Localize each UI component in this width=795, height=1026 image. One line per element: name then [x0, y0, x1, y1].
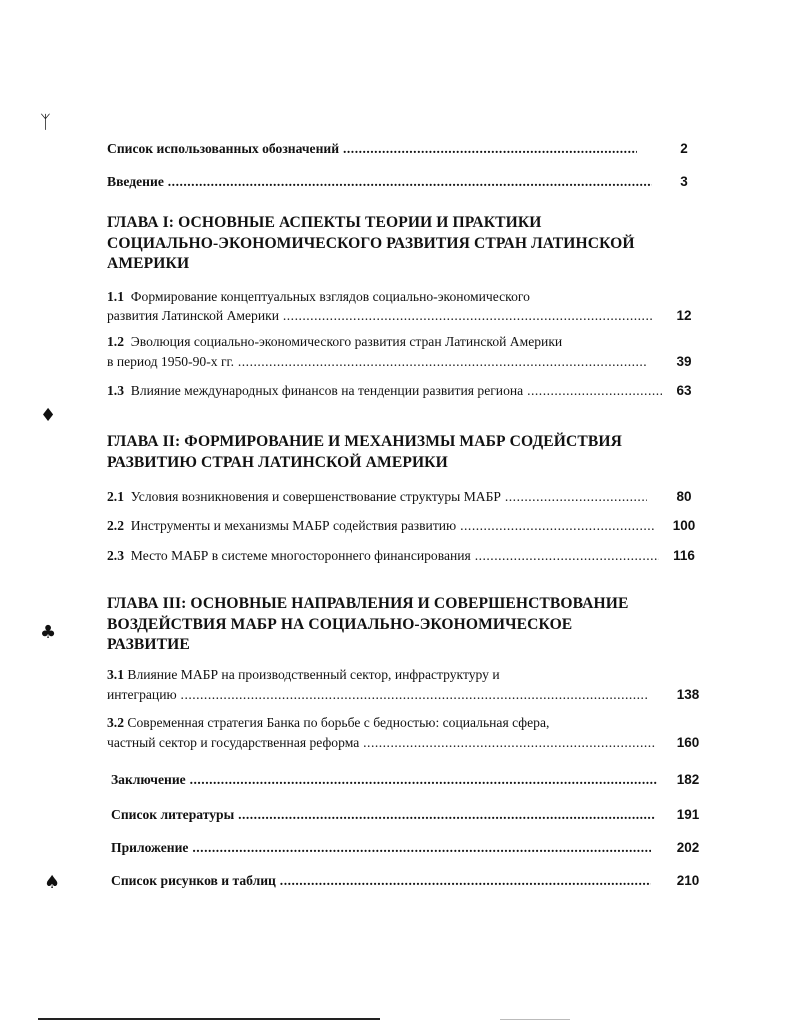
page-number: 12: [676, 308, 692, 323]
section-number: 3.1: [107, 667, 124, 682]
toc-entry-appendix[interactable]: [111, 839, 651, 857]
toc-entry-figures[interactable]: [111, 872, 651, 890]
entry-label: Место МАБР в системе многостороннего финансирования: [130, 548, 471, 563]
entry-label: интеграцию: [107, 687, 177, 702]
page-number: 80: [676, 489, 692, 504]
entry-label: Список литературы: [111, 807, 235, 822]
chapter-title-line: АМЕРИКИ: [107, 255, 190, 272]
scan-mark-4: ♠: [44, 872, 61, 893]
entry-label: Приложение: [111, 840, 189, 855]
scan-mark-3: ♣: [40, 622, 57, 643]
toc-entry-1-3[interactable]: [107, 382, 662, 400]
section-number: 2.1: [107, 489, 124, 504]
chapter-title-line: ВОЗДЕЙСТВИЯ МАБР НА СОЦИАЛЬНО-ЭКОНОМИЧЕСКОЕ: [107, 615, 573, 633]
entry-label: Эволюция социально-экономического развития стран Латинской Америки: [130, 334, 563, 349]
chapter-3-title[interactable]: [107, 594, 687, 656]
page-number: 210: [676, 873, 700, 888]
entry-label: частный сектор и государственная реформа: [107, 735, 360, 750]
scan-mark-2: ♦: [40, 405, 57, 426]
entry-label: Список использованных обозначений: [107, 141, 340, 156]
chapter-title-line: ГЛАВА III: ОСНОВНЫЕ НАПРАВЛЕНИЯ И СОВЕРШЕНСТВОВАНИЕ: [107, 595, 629, 612]
entry-label: развития Латинской Америки: [107, 308, 279, 323]
footer-rule-faint: [500, 1019, 570, 1020]
entry-label: в период 1950-90-х гг.: [107, 354, 234, 369]
entry-label: Инструменты и механизмы МАБР содействия развитию: [130, 518, 457, 533]
entry-label: Современная стратегия Банка по борьбе с бедностью: социальная сфера,: [127, 715, 550, 730]
toc-entry-introduction[interactable]: [107, 173, 652, 191]
toc-entry-conclusion[interactable]: [111, 771, 657, 789]
toc-entry-abbreviations[interactable]: [107, 140, 637, 158]
entry-label: Влияние международных финансов на тенденции развития региона: [130, 383, 524, 398]
entry-label: Список рисунков и таблиц: [111, 873, 276, 888]
section-number: 3.2: [107, 715, 124, 730]
chapter-title-line: СОЦИАЛЬНО-ЭКОНОМИЧЕСКОГО РАЗВИТИЯ СТРАН ЛАТИНСКОЙ: [107, 234, 635, 252]
entry-label: Введение: [107, 174, 164, 189]
page-number: 2: [680, 141, 688, 156]
page-number: 116: [673, 548, 695, 563]
toc-entry-2-2[interactable]: [107, 517, 654, 535]
scan-mark-1: ᛉ: [40, 112, 51, 133]
chapter-title-line: РАЗВИТИЮ СТРАН ЛАТИНСКОЙ АМЕРИКИ: [107, 453, 448, 471]
entry-label: Влияние МАБР на производственный сектор, инфраструктуру и: [127, 667, 500, 682]
section-number: 1.1: [107, 289, 124, 304]
footer-rule: [38, 1018, 380, 1020]
chapter-title-line: ГЛАВА II: ФОРМИРОВАНИЕ И МЕХАНИЗМЫ МАБР СОДЕЙСТВИЯ: [107, 433, 622, 450]
toc-entry-2-3[interactable]: [107, 547, 659, 565]
section-number: 2.3: [107, 548, 124, 563]
chapter-2-title[interactable]: [107, 432, 687, 473]
page-number: 100: [672, 518, 696, 533]
page-number: 160: [676, 735, 700, 750]
page-number: 63: [676, 383, 692, 398]
toc-entry-bibliography[interactable]: [111, 806, 655, 824]
page-number: 138: [676, 687, 700, 702]
page-number: 39: [676, 354, 692, 369]
toc-entry-2-1[interactable]: [107, 488, 647, 506]
page-number: 191: [676, 807, 700, 822]
section-number: 2.2: [107, 518, 124, 533]
page-number: 182: [676, 772, 700, 787]
entry-label: Заключение: [111, 772, 186, 787]
page-number: 202: [676, 840, 700, 855]
chapter-1-title[interactable]: [107, 213, 687, 275]
chapter-title-line: РАЗВИТИЕ: [107, 636, 190, 653]
chapter-title-line: ГЛАВА I: ОСНОВНЫЕ АСПЕКТЫ ТЕОРИИ И ПРАКТИКИ: [107, 214, 542, 231]
section-number: 1.3: [107, 383, 124, 398]
section-number: 1.2: [107, 334, 124, 349]
page-number: 3: [680, 174, 688, 189]
entry-label: Условия возникновения и совершенствование структуры МАБР: [130, 489, 501, 504]
entry-label: Формирование концептуальных взглядов социально-экономического: [130, 289, 530, 304]
